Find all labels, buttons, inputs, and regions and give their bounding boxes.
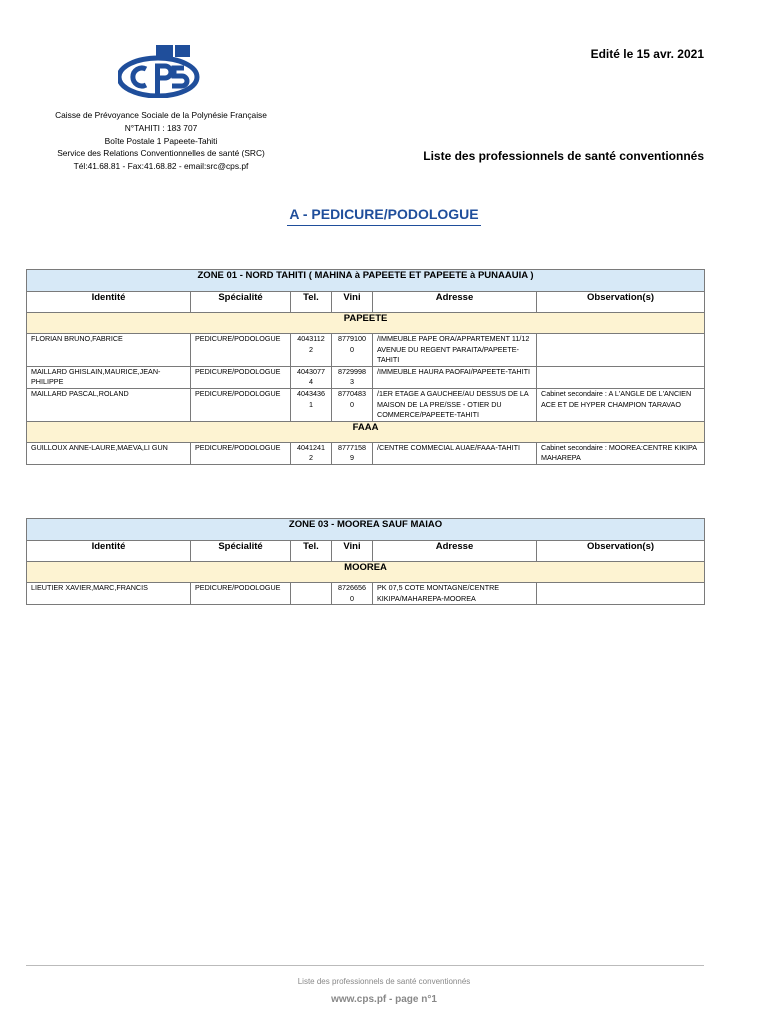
cell-address: /IMMEUBLE PAPE ORA/APPARTEMENT 11/12 AVENUE DU REGENT PARAITA/PAPEETE-TAHITI	[373, 334, 537, 367]
cell-identity: LIEUTIER XAVIER,MARC,FRANCIS	[27, 583, 191, 605]
zone-table	[26, 269, 705, 465]
edit-date: Edité le 15 avr. 2021	[590, 47, 704, 61]
cell-address: /CENTRE COMMECIAL AUAE/FAAA-TAHITI	[373, 442, 537, 464]
organization-block	[30, 109, 292, 173]
column-header-identity: Identité	[27, 541, 191, 562]
cell-observation	[537, 366, 705, 388]
cell-vini: 8779100 0	[332, 334, 373, 367]
cell-tel: 4043077 4	[291, 366, 332, 388]
footer-divider	[26, 965, 704, 966]
column-header-tel: Tel.	[291, 292, 332, 313]
cell-vini: 8770483 0	[332, 388, 373, 421]
org-line: Tél:41.68.81 - Fax:41.68.82 - email:src@cps.pf	[73, 161, 249, 172]
city-heading: PAPEETE	[27, 313, 705, 334]
column-header-address: Adresse	[373, 541, 537, 562]
cell-observation: Cabinet secondaire : A L'ANGLE DE L'ANCIEN ACE ET DE HYPER CHAMPION TARAVAO	[537, 388, 705, 421]
org-line: Service des Relations Conventionnelles de santé (SRC)	[57, 148, 265, 159]
org-line: Boîte Postale 1 Papeete-Tahiti	[104, 135, 218, 146]
cell-tel	[291, 583, 332, 605]
category-heading	[0, 206, 768, 226]
column-header-observation: Observation(s)	[537, 292, 705, 313]
category-title: A - PEDICURE/PODOLOGUE	[287, 206, 480, 226]
cell-specialty: PEDICURE/PODOLOGUE	[191, 583, 291, 605]
column-header-address: Adresse	[373, 292, 537, 313]
table-row	[27, 366, 705, 388]
footer-page-number: www.cps.pf - page n°1	[331, 994, 437, 1005]
org-line: N°TAHITI : 183 707	[124, 122, 198, 133]
cell-tel: 4041241 2	[291, 442, 332, 464]
cell-tel: 4043436 1	[291, 388, 332, 421]
cell-identity: MAILLARD PASCAL,ROLAND	[27, 388, 191, 421]
zone-title: ZONE 01 - NORD TAHITI ( MAHINA à PAPEETE ET PAPEETE à PUNAAUIA )	[27, 270, 705, 292]
cell-identity: MAILLARD GHISLAIN,MAURICE,JEAN-PHILIPPE	[27, 366, 191, 388]
city-heading: FAAA	[27, 421, 705, 442]
cell-specialty: PEDICURE/PODOLOGUE	[191, 442, 291, 464]
zone-title: ZONE 03 - MOOREA SAUF MAIAO	[27, 519, 705, 541]
column-header-tel: Tel.	[291, 541, 332, 562]
city-heading: MOOREA	[27, 562, 705, 583]
zone-table	[26, 518, 705, 605]
cell-address: /1ER ETAGE A GAUCHEE/AU DESSUS DE LA MAISON DE LA PRE/SSE - OTIER DU COMMERCE/PAPEETE-TAHITI	[373, 388, 537, 421]
cps-logo-icon	[118, 44, 200, 98]
column-header-vini: Vini	[332, 292, 373, 313]
cell-address: /IMMEUBLE HAURA PAOFAI/PAPEETE-TAHITI	[373, 366, 537, 388]
column-header-vini: Vini	[332, 541, 373, 562]
cell-observation	[537, 334, 705, 367]
cell-identity: FLORIAN BRUNO,FABRICE	[27, 334, 191, 367]
cell-address: PK 07,5 COTE MONTAGNE/CENTRE KIKIPA/MAHAREPA-MOOREA	[373, 583, 537, 605]
column-header-identity: Identité	[27, 292, 191, 313]
cell-vini: 8726656 0	[332, 583, 373, 605]
table-row	[27, 442, 705, 464]
column-header-specialty: Spécialité	[191, 541, 291, 562]
table-row	[27, 334, 705, 367]
cell-identity: GUILLOUX ANNE-LAURE,MAEVA,LI GUN	[27, 442, 191, 464]
cell-observation: Cabinet secondaire : MOOREA:CENTRE KIKIPA MAHAREPA	[537, 442, 705, 464]
cell-tel: 4043112 2	[291, 334, 332, 367]
cell-specialty: PEDICURE/PODOLOGUE	[191, 388, 291, 421]
cell-vini: 8777158 9	[332, 442, 373, 464]
column-header-specialty: Spécialité	[191, 292, 291, 313]
cell-specialty: PEDICURE/PODOLOGUE	[191, 366, 291, 388]
column-header-observation: Observation(s)	[537, 541, 705, 562]
table-row	[27, 583, 705, 605]
org-line: Caisse de Prévoyance Sociale de la Polynésie Française	[55, 110, 267, 120]
cell-vini: 8729998 3	[332, 366, 373, 388]
table-row	[27, 388, 705, 421]
footer-text: Liste des professionnels de santé conventionnés	[297, 977, 471, 986]
cell-specialty: PEDICURE/PODOLOGUE	[191, 334, 291, 367]
list-title: Liste des professionnels de santé conventionnés	[423, 149, 704, 163]
cell-observation	[537, 583, 705, 605]
